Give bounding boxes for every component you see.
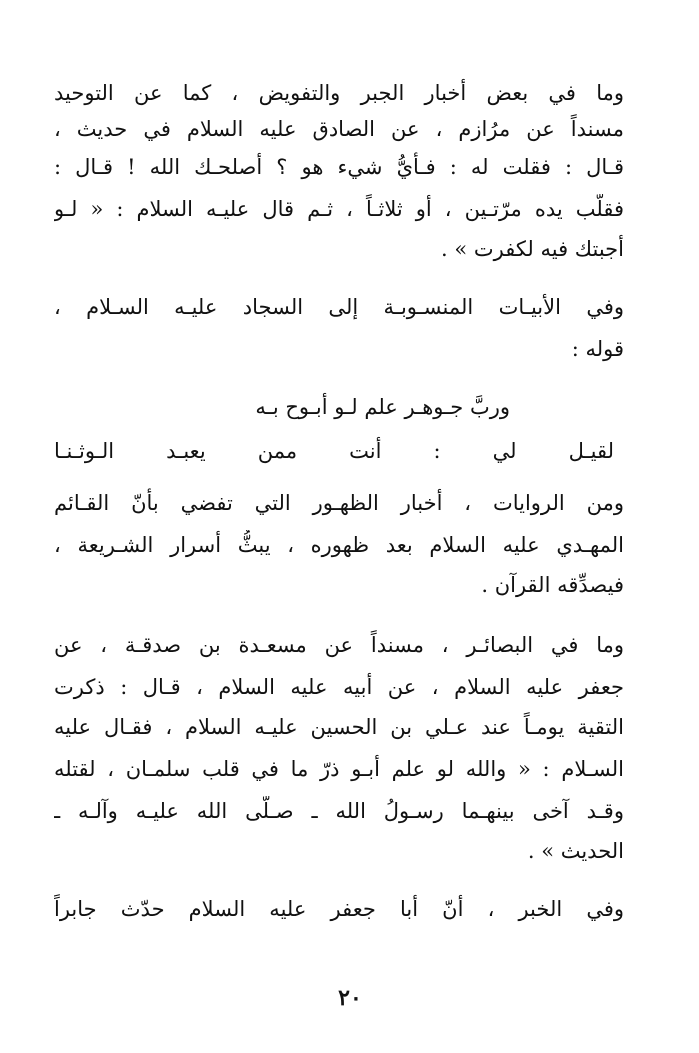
text-line: أجبتك فيه لكفرت » .	[440, 237, 624, 261]
text-line: وقـد آخى بينهـما رسـولُ الله ـ صـلّى الله عليـه وآلـه ـ	[54, 799, 624, 823]
text-line: وما في البصائـر ، مسنداً عن مسعـدة بن صدقـة ، عن	[54, 633, 624, 657]
text-line: مسنداً عن مرُازم ، عن الصادق عليه السلام في حديث ،	[54, 117, 624, 141]
text-line: المهـدي عليه السلام بعد ظهوره ، يبثُّ أسرار الشـريعة ،	[54, 533, 624, 557]
text-line: فيصدِّقه القرآن .	[481, 573, 624, 597]
text-line: التقية يومـاً عند عـلي بن الحسين عليـه السلام ، فقـال عليه	[54, 715, 624, 739]
text-line: وفي الخبر ، أنّ أبا جعفر عليه السلام حدّث جابراً	[54, 897, 624, 921]
text-line: ومن الروايات ، أخبار الظهـور التي تفضي بأنّ القـائم	[54, 491, 624, 515]
verse-line: وربَّ جـوهـر علم لـو أبـوح بـه	[255, 395, 510, 419]
text-line: قـال : فقلت له : فـأيُّ شيء هو ؟ أصلحـك الله ! قـال :	[54, 155, 624, 179]
text-line: الحديث » .	[527, 839, 624, 863]
text-line: قوله :	[571, 337, 624, 361]
text-line: وما في بعض أخبار الجبر والتفويض ، كما عن التوحيد	[54, 81, 624, 105]
text-line: وفي الأبيـات المنسـوبـة إلى السجاد عليـه السـلام ،	[54, 295, 624, 319]
text-line: جعفر عليه السلام ، عن أبيه عليه السلام ، قـال : ذكرت	[54, 675, 624, 699]
text-line: فقلّب يده مرّتـين ، أو ثلاثـاً ، ثـم قال عليـه السلام : « لـو	[54, 197, 624, 221]
page-number: ٢٠	[338, 985, 362, 1011]
text-line: السـلام : « والله لو علم أبـو ذرّ ما في قلب سلمـان ، لقتله	[54, 757, 624, 781]
verse-line: لقيـل لي : أنت ممن يعبـد الـوثـنـا	[54, 439, 614, 463]
